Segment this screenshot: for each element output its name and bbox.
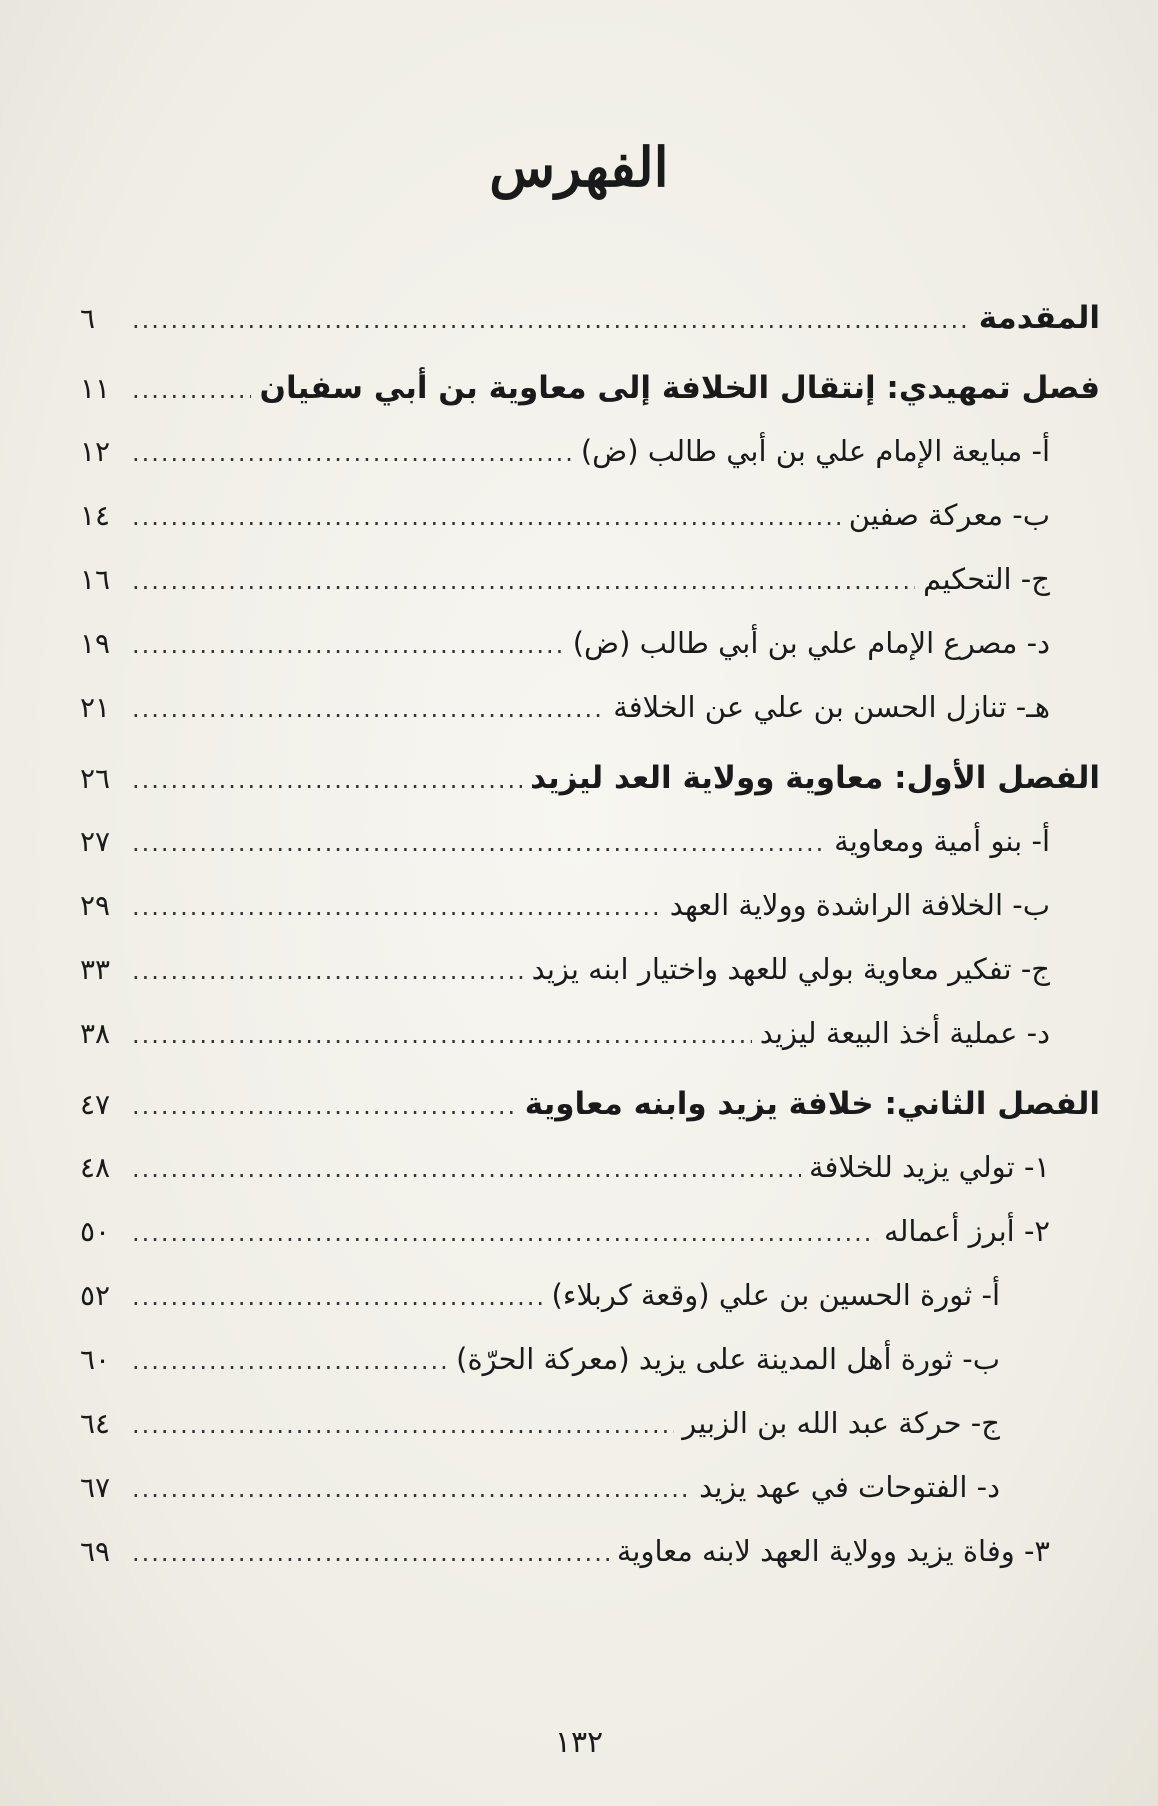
leader-dots: [132, 893, 662, 921]
leader-dots: [132, 695, 605, 723]
toc-entry-page: ٦٤: [80, 1407, 111, 1440]
toc-entry: [80, 498, 1100, 562]
toc-entry-page: ٥٠: [80, 1215, 111, 1248]
toc-entry-page: ٦٩: [80, 1535, 111, 1568]
leader-dots: [132, 1155, 801, 1183]
toc-entry-page: ٦: [80, 302, 96, 335]
toc-entry: [80, 888, 1100, 952]
page-number: ١٣٢: [554, 1725, 604, 1760]
toc-entry-label: أ- بنو أمية ومعاوية: [834, 824, 1050, 858]
toc-entry-label: الفصل الثاني: خلافة يزيد وابنه معاوية: [524, 1086, 1100, 1122]
toc-entry-label: ١- تولي يزيد للخلافة: [809, 1150, 1050, 1184]
toc-entry-label: ج- حركة عبد الله بن الزبير: [682, 1406, 1000, 1440]
toc-entry-label: ب- معركة صفين: [848, 498, 1050, 532]
toc-entry: [80, 1406, 1100, 1470]
toc-entry: [80, 952, 1100, 1016]
toc-entry-label: ب- الخلافة الراشدة وولاية العهد: [669, 888, 1050, 922]
toc-entry-page: ٣٣: [80, 953, 111, 986]
toc-entry-page: ٦٧: [80, 1471, 111, 1504]
toc-entry: [80, 300, 1100, 364]
toc-entry-page: ٢١: [80, 691, 111, 724]
leader-dots: [132, 766, 522, 794]
toc-entry: [80, 562, 1100, 626]
toc-entry-page: ٢٧: [80, 825, 111, 858]
toc-entry-label: د- عملية أخذ البيعة ليزيد: [759, 1016, 1050, 1050]
toc-entry-label: د- مصرع الإمام علي بن أبي طالب (ض): [572, 626, 1050, 660]
toc-entry: [80, 370, 1100, 434]
toc-entry-page: ٤٧: [80, 1088, 111, 1121]
toc-entry-page: ١٢: [80, 435, 111, 468]
toc-entry-page: ٢٦: [80, 762, 111, 795]
toc-entry: [80, 824, 1100, 888]
toc-entry-page: ٣٨: [80, 1017, 111, 1050]
toc-entry-label: المقدمة: [978, 300, 1100, 336]
toc-entry-label: ب- ثورة أهل المدينة على يزيد (معركة الحرّة): [456, 1342, 1000, 1376]
toc-entry-page: ٦٠: [80, 1343, 111, 1376]
leader-dots: [132, 1092, 517, 1120]
toc-entry-label: ج- تفكير معاوية بولي للعهد واختيار ابنه يزيد: [531, 952, 1050, 986]
leader-dots: [132, 1475, 691, 1503]
toc-entry: [80, 1214, 1100, 1278]
toc-entry-label: فصل تمهيدي: إنتقال الخلافة إلى معاوية بن أبي سفيان: [259, 370, 1100, 406]
toc-entry-label: أ- ثورة الحسين بن علي (وقعة كربلاء): [551, 1278, 1000, 1312]
toc-entry: [80, 1342, 1100, 1406]
leader-dots: [132, 1539, 609, 1567]
toc-entry-page: ١٦: [80, 563, 111, 596]
toc-entry: [80, 626, 1100, 690]
toc-entry-label: د- الفتوحات في عهد يزيد: [699, 1470, 1000, 1504]
toc-entry-page: ١٩: [80, 627, 111, 660]
leader-dots: [132, 829, 826, 857]
leader-dots: [132, 1283, 544, 1311]
toc-entry-page: ٢٩: [80, 889, 111, 922]
leader-dots: [132, 957, 524, 985]
leader-dots: [132, 1347, 448, 1375]
toc-entry-page: ١٤: [80, 499, 111, 532]
toc-entry: [80, 690, 1100, 754]
toc-entry-label: ٢- أبرز أعماله: [884, 1214, 1050, 1248]
toc-entry-page: ٥٢: [80, 1279, 111, 1312]
toc-entry: [80, 434, 1100, 498]
toc-entry: [80, 1016, 1100, 1080]
toc-entry: [80, 1470, 1100, 1534]
toc-entry: [80, 1534, 1100, 1598]
toc-entry: [80, 1086, 1100, 1150]
toc-entry-label: هـ- تنازل الحسن بن علي عن الخلافة: [613, 690, 1050, 724]
toc-entry-label: ٣- وفاة يزيد وولاية العهد لابنه معاوية: [616, 1534, 1050, 1568]
toc-entry-page: ٤٨: [80, 1151, 111, 1184]
toc-entry: [80, 760, 1100, 824]
toc-entry-label: ج- التحكيم: [923, 562, 1050, 596]
leader-dots: [132, 1219, 876, 1247]
leader-dots: [132, 503, 841, 531]
toc-entry: [80, 1278, 1100, 1342]
leader-dots: [132, 306, 971, 334]
leader-dots: [132, 439, 573, 467]
leader-dots: [132, 567, 915, 595]
toc-entry: [80, 1150, 1100, 1214]
table-of-contents: [80, 300, 1100, 1598]
toc-entry-label: الفصل الأول: معاوية وولاية العد ليزيد: [530, 760, 1100, 796]
page-title: الفهرس: [489, 135, 669, 199]
toc-entry-page: ١١: [80, 372, 111, 405]
leader-dots: [132, 1021, 752, 1049]
leader-dots: [132, 376, 251, 404]
toc-entry-label: أ- مبايعة الإمام علي بن أبي طالب (ض): [580, 434, 1050, 468]
leader-dots: [132, 631, 565, 659]
leader-dots: [132, 1411, 674, 1439]
